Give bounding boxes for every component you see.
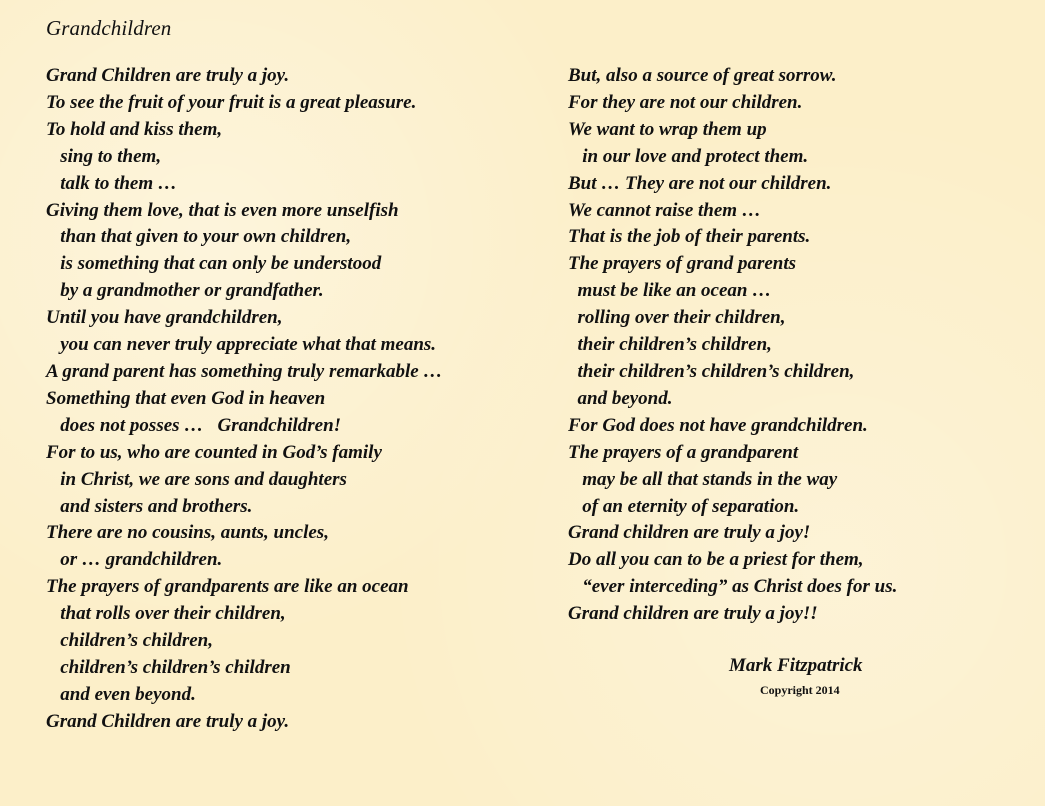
poem-line: that rolls over their children, xyxy=(46,603,286,625)
poem-line: and sisters and brothers. xyxy=(46,495,253,517)
poem-line: by a grandmother or grandfather. xyxy=(46,280,324,302)
poem-line: But, also a source of great sorrow. xyxy=(568,65,837,86)
poem-line: The prayers of grand parents xyxy=(568,253,797,275)
poem-line: Grand children are truly a joy!! xyxy=(568,603,818,625)
poem-line: To see the fruit of your fruit is a great pleasure. xyxy=(46,91,417,113)
poem-line: A grand parent has something truly remarkable … xyxy=(46,360,443,382)
poem-title: Grandchildren xyxy=(46,16,172,40)
poem-line: and even beyond. xyxy=(46,683,196,705)
copyright-notice: Copyright 2014 xyxy=(760,683,840,697)
poem-line: of an eternity of separation. xyxy=(568,495,800,517)
poem-line: But … They are not our children. xyxy=(568,172,832,194)
poem-line: There are no cousins, aunts, uncles, xyxy=(46,522,329,544)
poem-line: For to us, who are counted in God’s family xyxy=(46,441,382,463)
poem-line: may be all that stands in the way xyxy=(568,468,838,490)
poem-line: Do all you can to be a priest for them, xyxy=(568,549,864,571)
poem-line: talk to them … xyxy=(46,172,177,194)
poem-line: their children’s children, xyxy=(568,334,772,356)
poem-line: than that given to your own children, xyxy=(46,226,352,248)
poem-line: Something that even God in heaven xyxy=(46,387,326,409)
poem-line: To hold and kiss them, xyxy=(46,118,223,140)
poem-line: For they are not our children. xyxy=(568,91,803,113)
poem-line: The prayers of a grandparent xyxy=(568,441,799,463)
poem-line: their children’s children’s children, xyxy=(568,360,855,382)
poem-line: must be like an ocean … xyxy=(568,280,772,302)
poem-line: Giving them love, that is even more unselfish xyxy=(46,199,399,221)
poem-line: children’s children’s children xyxy=(46,656,291,678)
poem-line: The prayers of grandparents are like an ocean xyxy=(46,576,409,598)
poem-line: sing to them, xyxy=(46,145,162,167)
poem-line: Grand children are truly a joy! xyxy=(568,522,811,544)
poem-line: For God does not have grandchildren. xyxy=(568,414,868,436)
poem-line: is something that can only be understood xyxy=(46,253,382,275)
poem-line: or … grandchildren. xyxy=(46,549,223,571)
poem-line: Grand Children are truly a joy. xyxy=(46,710,290,732)
poem-right-column xyxy=(568,63,897,628)
poem-line: in Christ, we are sons and daughters xyxy=(46,468,347,490)
poem-line: Grand Children are truly a joy. xyxy=(46,65,290,86)
poem-line: and beyond. xyxy=(568,387,673,409)
poem-line: children’s children, xyxy=(46,630,213,652)
author-signature: Mark Fitzpatrick xyxy=(729,655,863,676)
poem-left-column xyxy=(46,63,442,736)
poem-line: rolling over their children, xyxy=(568,307,786,329)
poem-line: We cannot raise them … xyxy=(568,199,761,221)
poem-line: in our love and protect them. xyxy=(568,145,809,167)
poem-line: does not posses … Grandchildren! xyxy=(46,414,342,436)
poem-line: you can never truly appreciate what that means. xyxy=(46,334,437,356)
poem-line: Until you have grandchildren, xyxy=(46,307,283,329)
poem-line: We want to wrap them up xyxy=(568,118,767,140)
poem-line: That is the job of their parents. xyxy=(568,226,811,248)
poem-line: “ever interceding” as Christ does for us. xyxy=(568,576,898,598)
